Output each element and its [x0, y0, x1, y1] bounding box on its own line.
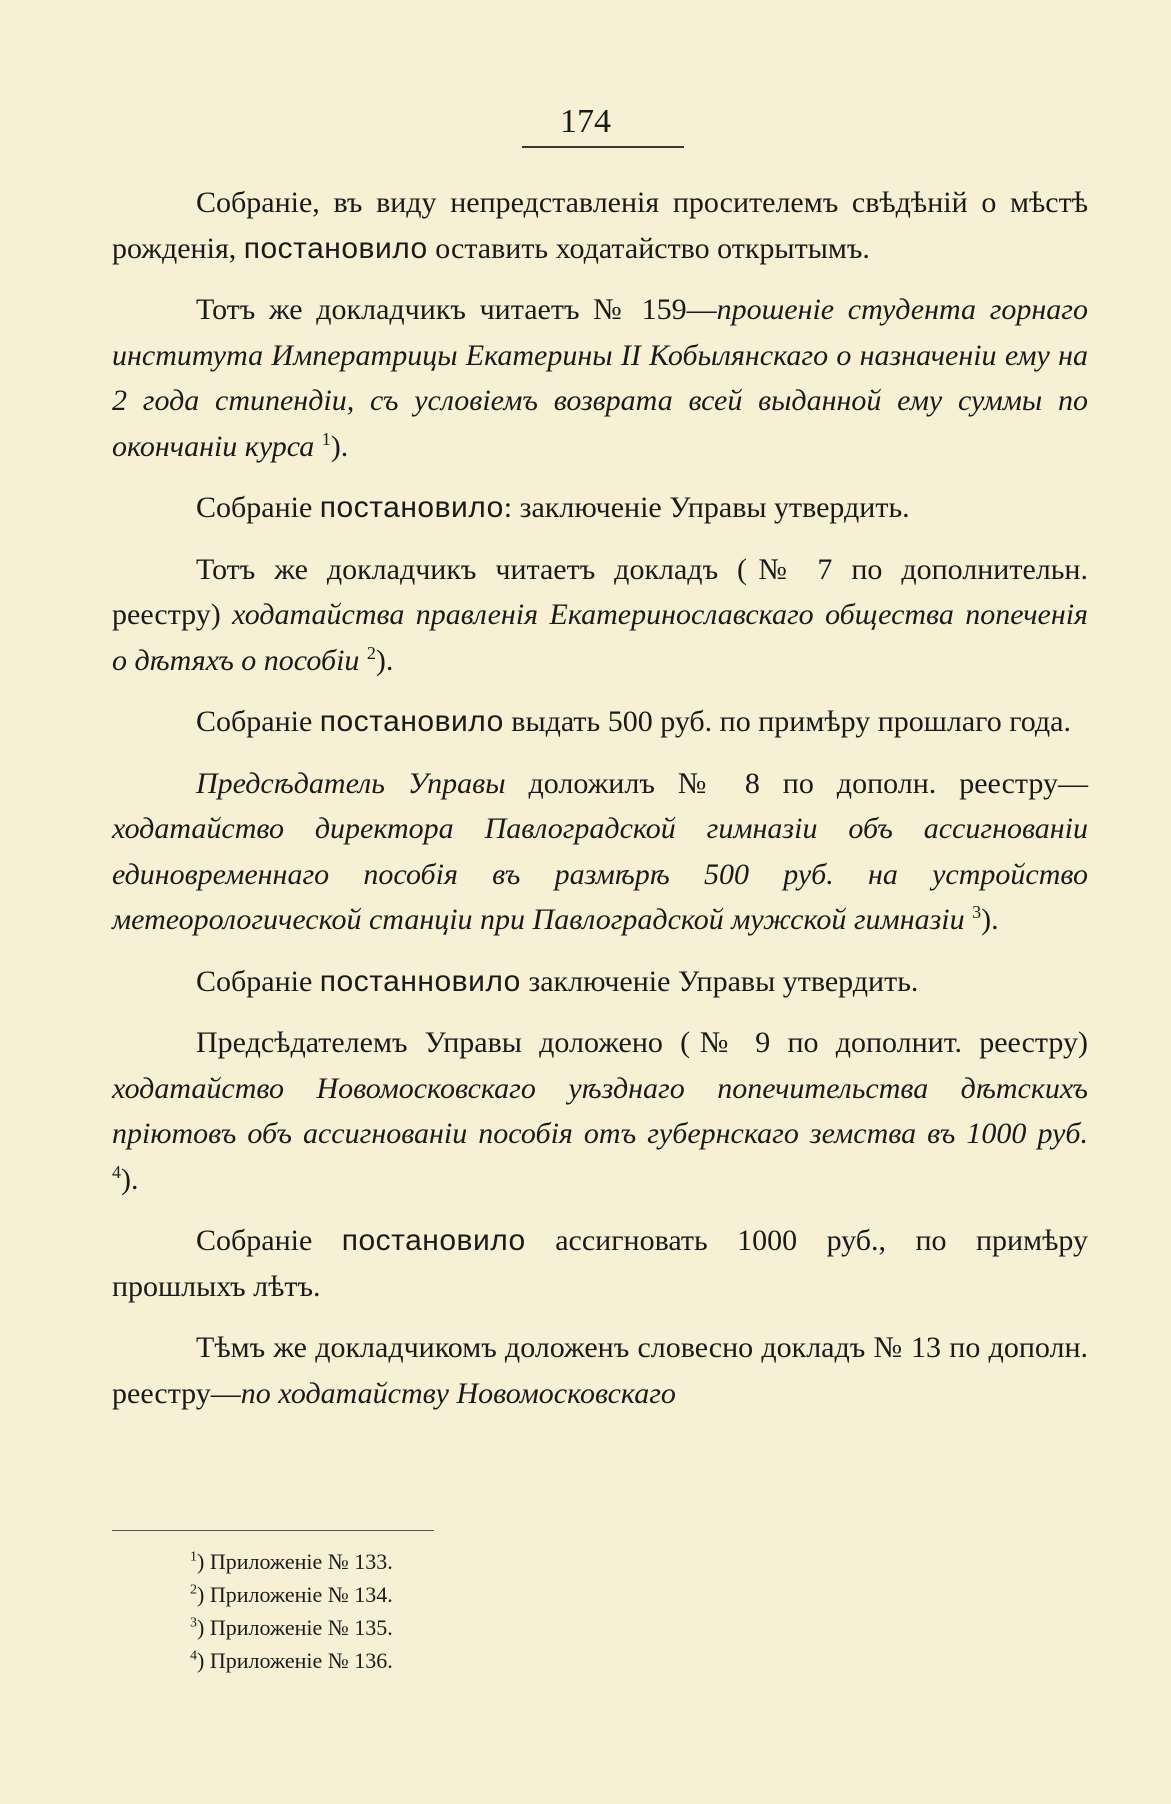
- paragraph: [112, 699, 1088, 745]
- paragraph: [112, 1020, 1088, 1202]
- text-run: оставить ходатайство открытымъ.: [427, 231, 870, 265]
- footnote-text: Приложеніе № 136.: [209, 1648, 393, 1673]
- text-run: Собраніе: [196, 491, 320, 524]
- text-run: ).: [330, 429, 349, 463]
- keyword-text: постановило: [319, 491, 504, 524]
- text-run: Собраніе, въ виду непредставленія просителемъ свѣдѣній о мѣстѣ рожденія,: [112, 186, 1088, 265]
- footnotes: [190, 1545, 393, 1677]
- text-run: доложилъ № 8 по дополн. реестру—: [505, 766, 1088, 800]
- keyword-text: постановило: [341, 1224, 526, 1257]
- text-run: Тотъ же докладчикъ читаетъ № 159—: [196, 293, 717, 326]
- footnote-mark: 3: [190, 1615, 197, 1631]
- paragraph: [112, 287, 1088, 469]
- footnote-ref: 3: [972, 902, 982, 922]
- footnote-rule: [112, 1530, 434, 1531]
- text-run: ).: [981, 903, 999, 936]
- text-run: заключеніе Управы утвердить.: [520, 964, 919, 998]
- footnote-paren: ): [197, 1615, 210, 1640]
- text-run: Собраніе: [196, 1224, 342, 1257]
- footnote-paren: ): [197, 1648, 210, 1673]
- italic-text: ходатайства правленія Екатеринославскаго общества попеченія о дѣтяхъ о пособіи: [112, 598, 1088, 677]
- text-run: выдать 500 руб. по примѣру прошлаго года.: [503, 705, 1071, 738]
- text-run: Предсѣдателемъ Управы доложено (№ 9 по дополнит. реестру): [196, 1026, 1088, 1059]
- text-run: [359, 644, 367, 677]
- body-text: [112, 180, 1088, 1416]
- keyword-text: постановило: [319, 705, 504, 738]
- paragraph: [112, 1325, 1088, 1416]
- italic-text: прошеніе студента горнаго института Императрицы Екатерины II Кобылянскаго о назначеніи ему на 2 года стипендіи, съ условіемъ возврата всей выданной ему суммы по окончаніи курса: [112, 293, 1088, 463]
- footnote-ref: 4: [112, 1161, 121, 1182]
- keyword-text: постанновило: [319, 964, 521, 998]
- text-run: ассигновать 1000 руб., по примѣру прошлыхъ лѣтъ.: [112, 1224, 1088, 1303]
- keyword-text: постановило: [243, 231, 428, 265]
- footnote-paren: ): [197, 1549, 210, 1574]
- text-run: Собраніе: [196, 705, 320, 738]
- footnote-mark: 4: [190, 1648, 197, 1664]
- text-run: Тотъ же докладчикъ читаетъ докладъ (№ 7 по дополнительн. реестру): [112, 552, 1088, 631]
- text-run: : заключеніе Управы утвердить.: [503, 491, 910, 524]
- text-run: Собраніе: [196, 964, 320, 998]
- footnote-ref: 2: [366, 642, 376, 663]
- page-number: 174: [560, 103, 611, 140]
- footnote-ref: 1: [321, 428, 331, 449]
- footnote: [190, 1644, 393, 1677]
- italic-text: Предсѣдатель Управы: [196, 766, 506, 800]
- paragraph: [112, 180, 1088, 271]
- text-run: Тѣмъ же докладчикомъ доложенъ словесно докладъ № 13 по дополн. реестру—: [112, 1331, 1088, 1410]
- paragraph: [112, 959, 1088, 1005]
- text-run: ).: [121, 1162, 139, 1196]
- footnote: [190, 1578, 393, 1611]
- italic-text: ходатайство директора Павлоградской гимназіи объ ассигнованіи единовременнаго пособія въ размѣрѣ 500 руб. на устройство метеорологической станціи при Павлоградской мужской гимназіи: [112, 812, 1088, 936]
- footnote-paren: ): [197, 1582, 210, 1607]
- italic-text: по ходатайству Новомосковскаго: [240, 1376, 676, 1410]
- text-run: ).: [375, 643, 394, 677]
- footnote-mark: 1: [190, 1549, 197, 1565]
- footnote: [190, 1545, 393, 1578]
- paragraph: [112, 547, 1088, 684]
- footnote-text: Приложеніе № 134.: [209, 1582, 393, 1607]
- footnote-mark: 2: [190, 1582, 197, 1598]
- paragraph: [112, 1218, 1088, 1309]
- paragraph: [112, 485, 1088, 531]
- footnote-text: Приложеніе № 135.: [209, 1615, 393, 1640]
- footnote: [190, 1611, 393, 1644]
- paragraph: [112, 761, 1088, 943]
- italic-text: ходатайство Новомосковскаго уѣзднаго попечительства дѣтскихъ пріютовъ объ ассигнованіи пособія отъ губернскаго земства въ 1000 руб.: [112, 1071, 1088, 1150]
- footnote-text: Приложеніе № 133.: [209, 1549, 393, 1574]
- text-run: [314, 430, 322, 463]
- header-rule: [522, 146, 684, 148]
